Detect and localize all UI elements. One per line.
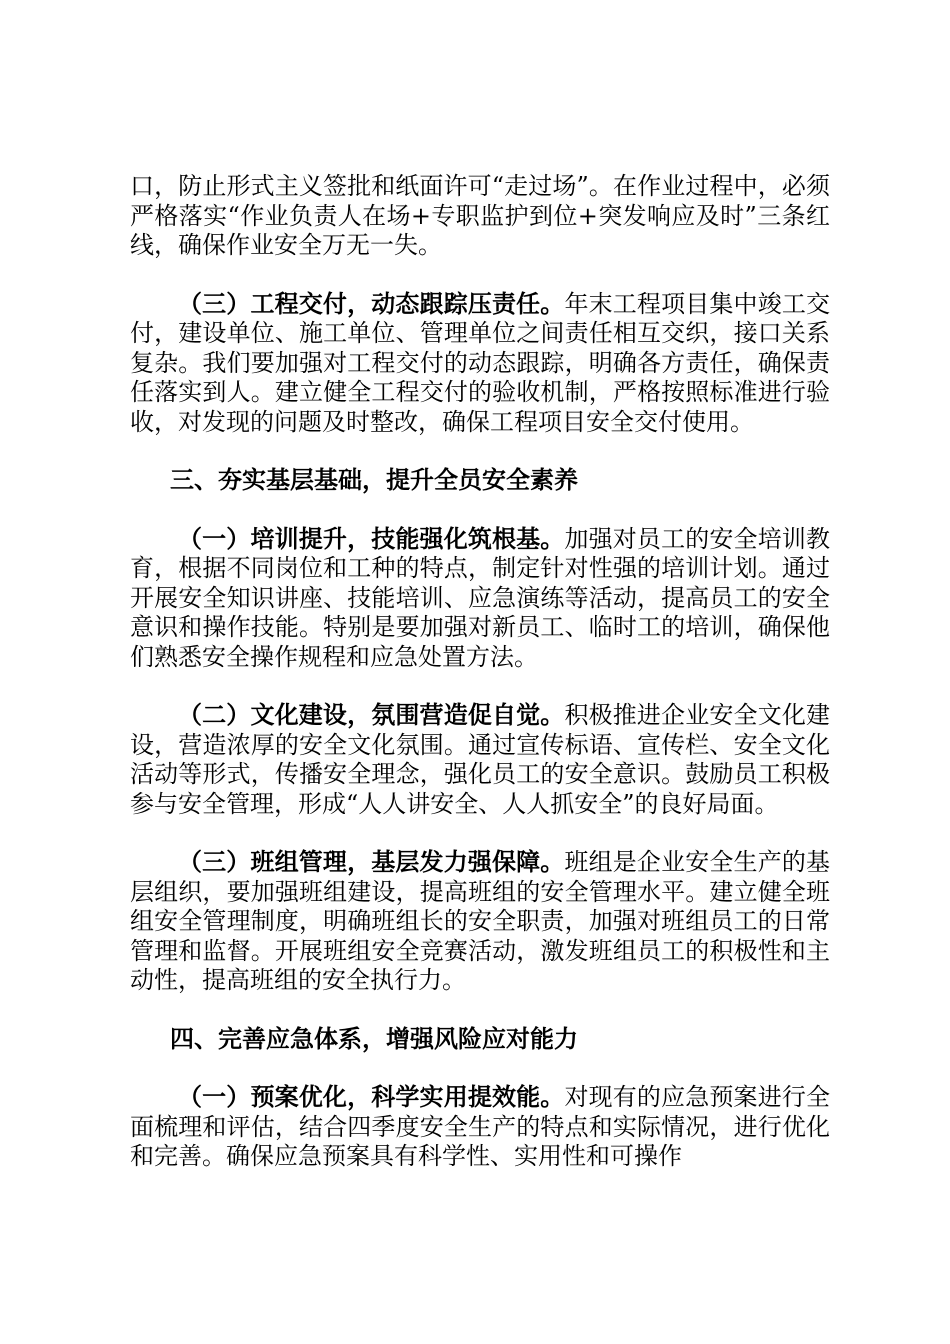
paragraph-team-management — [130, 848, 830, 996]
paragraph-body: 加强对员工的安全培训教育，根据不同岗位和工种的特点，制定针对性强的培训计划。通过开展安全知识讲座、技能培训、应急演练等活动，提高员工的安全意识和操作技能。特别是要加强对新员工、临时工的培训，确保他们熟悉安全操作规程和应急处置方法。 — [130, 524, 831, 671]
paragraph-plan-optimization — [130, 1083, 830, 1172]
paragraph-lead: （一）预案优化，科学实用提效能。 — [178, 1083, 565, 1111]
section-heading-4: 四、完善应急体系，增强风险应对能力 — [170, 1024, 578, 1053]
paragraph-continued: 口，防止形式主义签批和纸面许可“走过场”。在作业过程中，必须严格落实“作业负责人在场+专职监护到位+突发响应及时”三条红线，确保作业安全万无一失。 — [130, 172, 830, 259]
paragraph-lead: （三）工程交付，动态跟踪压责任。 — [178, 289, 565, 318]
paragraph-lead: （二）文化建设，氛围营造促自觉。 — [178, 701, 565, 729]
paragraph-project-delivery — [130, 290, 830, 438]
paragraph-culture — [130, 701, 830, 819]
section-heading-3: 三、夯实基层基础，提升全员安全素养 — [170, 466, 578, 494]
paragraph-training — [130, 525, 830, 673]
paragraph-body: 班组是企业安全生产的基层组织，要加强班组建设，提高班组的安全管理水平。建立健全班组安全管理制度，明确班组长的安全职责，加强对班组员工的日常管理和监督。开展班组安全竞赛活动，激发班组员工的积极性和主动性，提高班组的安全执行力。 — [130, 848, 831, 994]
paragraph-lead: （一）培训提升，技能强化筑根基。 — [178, 524, 565, 553]
paragraph-body: 对现有的应急预案进行全面梳理和评估，结合四季度安全生产的特点和实际情况，进行优化和完善。确保应急预案具有科学性、实用性和可操作 — [130, 1083, 831, 1170]
paragraph-lead: （三）班组管理，基层发力强保障。 — [178, 848, 565, 876]
paragraph-body: 积极推进企业安全文化建设，营造浓厚的安全文化氛围。通过宣传标语、宣传栏、安全文化活动等形式，传播安全理念，强化员工的安全意识。鼓励员工积极参与安全管理，形成“人人讲安全、人人抓安全”的良好局面。 — [130, 701, 831, 818]
document-page — [130, 172, 830, 1201]
paragraph-body: 年末工程项目集中竣工交付，建设单位、施工单位、管理单位之间责任相互交织，接口关系复杂。我们要加强对工程交付的动态跟踪，明确各方责任，确保责任落实到人。建立健全工程交付的验收机制，严格按照标准进行验收，对发现的问题及时整改，确保工程项目安全交付使用。 — [130, 289, 831, 436]
